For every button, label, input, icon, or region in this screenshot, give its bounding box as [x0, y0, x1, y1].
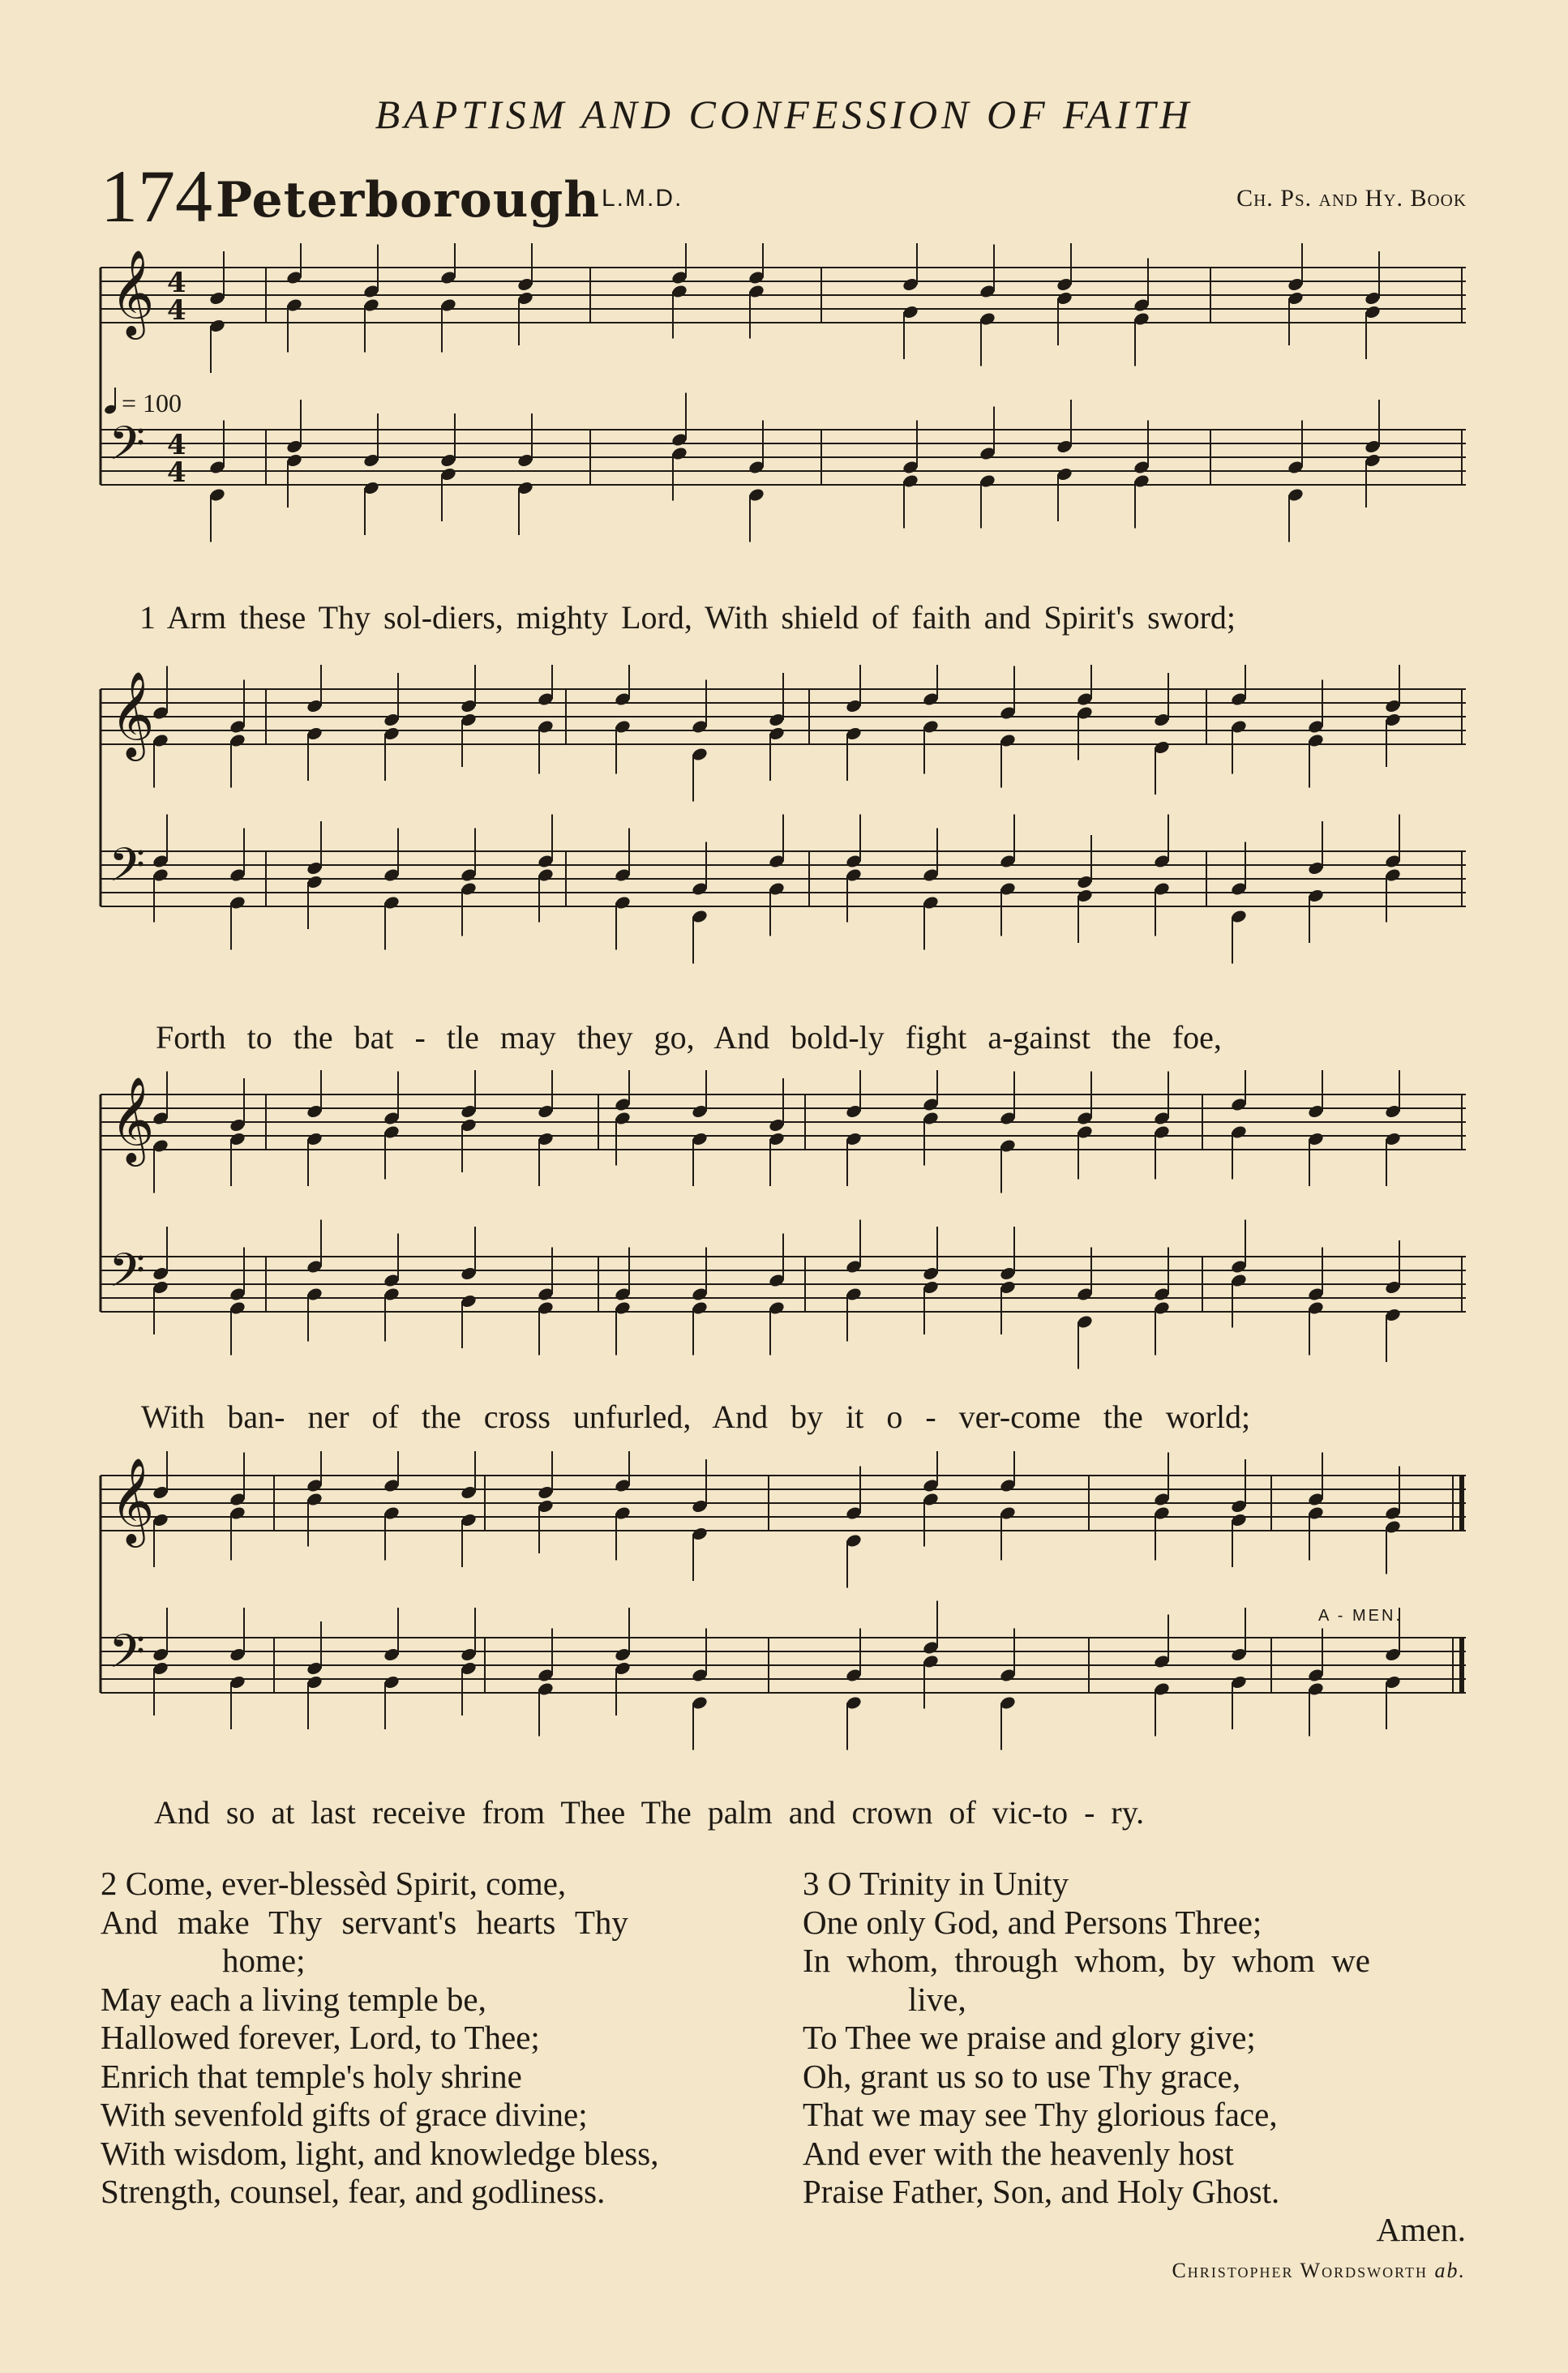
verse-line: To Thee we praise and glory give;	[803, 2019, 1256, 2056]
verse-line: Praise Father, Son, and Holy Ghost.	[803, 2173, 1280, 2210]
music-score-4	[96, 1451, 1474, 1792]
lyric-line-2: Forth to the bat - tle may they go, And bold-ly fight a-gainst the foe,	[156, 1019, 1222, 1056]
verse-line: May each a living temple be,	[101, 1980, 486, 2018]
verse-line: home;	[222, 1942, 306, 1979]
verse-line: That we may see Thy glorious face,	[803, 2096, 1278, 2133]
time-signature-digit: 4	[167, 294, 186, 327]
source-attribution: Ch. Ps. and Hy. Book	[1236, 185, 1467, 212]
bass-clef-icon: 𝄢	[109, 1243, 146, 1309]
hymn-number: 174	[101, 155, 212, 238]
tempo-value: = 100	[122, 388, 182, 418]
verse-3	[803, 1865, 1370, 2212]
verse-line: With wisdom, light, and knowledge bless,	[101, 2134, 659, 2172]
verse-line: 2 Come, ever-blessèd Spirit, come,	[101, 1865, 567, 1902]
verse-line: In whom, through whom, by whom we	[803, 1942, 1371, 1979]
bass-clef-icon: 𝄢	[109, 837, 146, 904]
time-signature-digit: 4	[167, 456, 186, 489]
treble-clef-icon: 𝄞	[110, 249, 155, 336]
verse-2	[101, 1865, 658, 2212]
bass-clef-icon: 𝄢	[109, 1624, 146, 1690]
verse-line: 3 O Trinity in Unity	[803, 1865, 1069, 1902]
author-suffix: ab.	[1434, 2259, 1466, 2282]
verse-line: Hallowed forever, Lord, to Thee;	[101, 2019, 540, 2056]
lyric-line-3: With ban- ner of the cross unfurled, And by it o - ver-come the world;	[141, 1399, 1251, 1435]
music-system-4	[96, 1451, 1474, 1792]
verse-line: Enrich that temple's holy shrine	[101, 2057, 522, 2095]
tune-name: Peterborough	[216, 172, 600, 229]
treble-clef-icon: 𝄞	[110, 670, 155, 757]
time-signature-digit: 4	[167, 429, 186, 461]
music-system-3	[96, 1070, 1474, 1411]
verse-line: One only God, and Persons Three;	[803, 1903, 1262, 1941]
time-signature-digit: 4	[167, 267, 186, 299]
amen-label: A - MEN.	[1318, 1607, 1403, 1625]
music-system-1	[96, 243, 1474, 584]
verse-line: live,	[908, 1980, 966, 2018]
treble-clef-icon: 𝄞	[110, 1076, 155, 1163]
section-header: BAPTISM AND CONFESSION OF FAITH	[375, 92, 1193, 137]
music-score-3	[96, 1070, 1474, 1411]
verse-line: Strength, counsel, fear, and godliness.	[101, 2173, 606, 2210]
author-attribution	[1172, 2259, 1466, 2283]
lyric-line-1: 1 Arm these Thy sol-diers, mighty Lord, With shield of faith and Spirit's sword;	[139, 599, 1236, 636]
verse-line: And ever with the heavenly host	[803, 2134, 1234, 2172]
treble-clef-icon: 𝄞	[110, 1457, 155, 1544]
verse-line: Oh, grant us so to use Thy grace,	[803, 2057, 1241, 2095]
music-score-2	[96, 665, 1474, 1005]
author-name: Christopher Wordsworth	[1172, 2259, 1428, 2282]
music-score-1	[96, 243, 1474, 584]
music-system-2	[96, 665, 1474, 1005]
amen-text: Amen.	[1376, 2211, 1466, 2248]
meter: L.M.D.	[602, 185, 683, 212]
verse-line: And make Thy servant's hearts Thy	[101, 1903, 628, 1941]
bass-clef-icon: 𝄢	[109, 416, 146, 482]
lyric-line-4: And so at last receive from Thee The palm and crown of vic-to - ry.	[154, 1794, 1145, 1831]
verse-line: With sevenfold gifts of grace divine;	[101, 2096, 588, 2133]
